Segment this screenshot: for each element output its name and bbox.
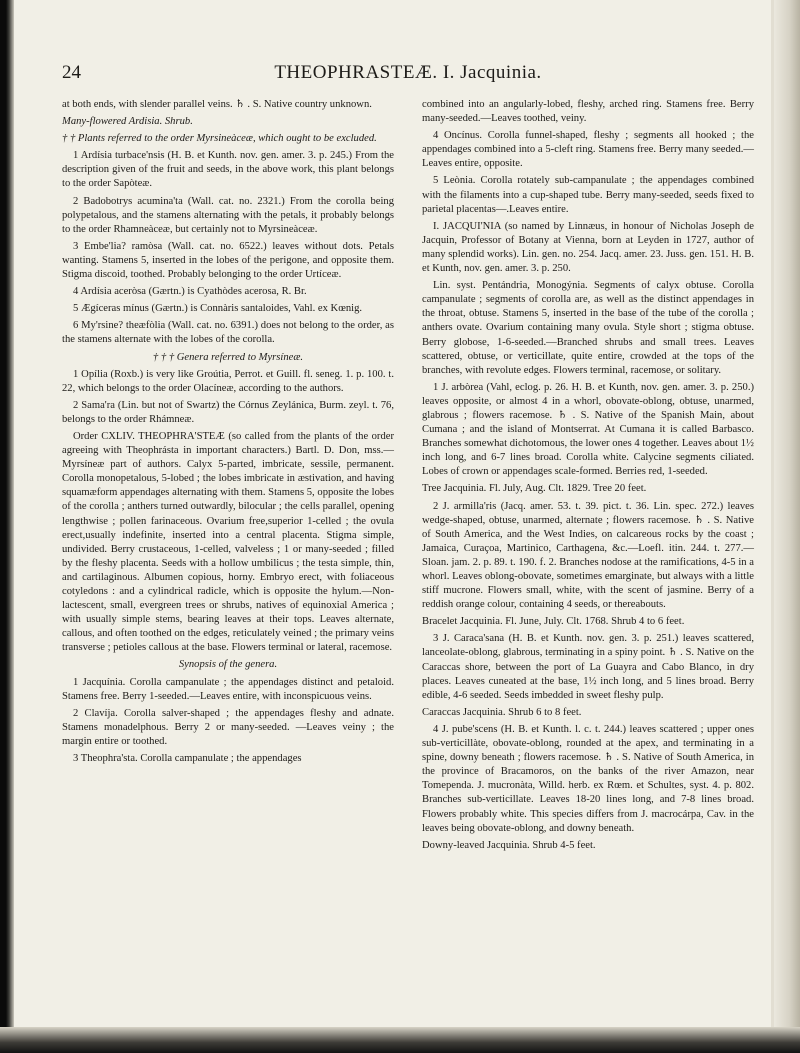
order-description: Order CXLIV. THEOPHRA'STEÆ (so called from the plants of the order agreeing with Theophrásta in important characters.) Bartl. D. Don, mss.—Myrsíneæ part of authors. Calyx 5-parted, imbricate, sessile, permanent. Corolla monopetalous, 5-lobed ; the lobes imbricate in æstivation, and having squamæform appendages alternating with them. Stamens 5, opposite the lobes of the corolla ; anthers turned outwardly, bilocular ; the cells parallel, opening lengthwise ; pollen farinaceous. Ovarium free,superior 1-celled ; the ovula erect,usually indefinite, inserted into a central placenta. Stigma simple, undivided. Berry crustaceous, 1-celled, valveless ; 1 or many-seeded ; filled by the fleshy placenta. Seeds with a hollow umbilicus ; the testa simple, thin, and cartilaginous. Albumen copious, horny. Embryo erect, with foliaceous cotyledons : and a cylindrical radicle, which is opposite the hylum.—Non-lactescent, small, evergreen trees or shrubs, natives of equinoxial America ; with usually simple stems, bearing leaves at their tops. Leaves alternate, callous, and often toothed on the edges, reticulately veined ; the primary veins transverse ; petioles callous at the base. Flowers terminal or lateral, racemose. [62, 430, 394, 654]
culture-note: Downy-leaved Jacquinia. Shrub 4-5 feet. [422, 839, 596, 851]
section-heading: † † Plants referred to the order Myrsineàceæ, which ought to be excluded. [62, 133, 377, 145]
left-column [62, 98, 394, 769]
entry: 1 Jacquínia. Corolla campanulate ; the appendages distinct and petaloid. Stamens free. Berry 1-seeded.—Leaves entire, with inconspicuous veins. [62, 676, 394, 702]
right-column [422, 98, 754, 856]
entry: 3 Theophra'sta. Corolla campanulate ; the appendages [73, 753, 302, 765]
entry: 5 Ægíceras mínus (Gærtn.) is Connàris santaloides, Vahl. ex Kœnig. [73, 303, 363, 315]
species-entry: 4 J. pube'scens (H. B. et Kunth. l. c. t. 244.) leaves scattered ; upper ones sub-verticillàte, obovate-oblong, rounded at the apex, and terminating in a spine, downy beneath ; flowers racemose. ♄ . S. Native of South America, in the province of Bracamoros, on the banks of the river Amazon, near Tomependa. J. mucronàta, Willd. herb. ex Rœm. et Schultes, syst. 4. p. 802. Branches sub-verticillate. Leaves 18-20 lines long, and 7-8 lines broad. Flowers probably white. This species differs from J. macrocárpa, Cav. in the leaves being obovate-oblong, and downy beneath. [422, 723, 754, 834]
page-header [62, 62, 754, 88]
continued-text: at both ends, with slender parallel veins. ♄ . S. Native country unknown. [62, 99, 372, 110]
section-heading: † † † Genera referred to Myrsíneæ. [152, 351, 304, 363]
page-stack-edge [774, 0, 800, 1053]
book-spine-shadow [0, 0, 14, 1053]
entry: 2 Badobotrys acumina'ta (Wall. cat. no. 2321.) From the corolla being polypetalous, and the stamens alternating with the petals, it probably belongs to the order Rhamneàceæ, but certainly not to Myrsineàceæ. [62, 195, 394, 235]
entry: 5 Leònia. Corolla rotately sub-campanulate ; the appendages combined with the filaments into a cup-shaped tube. Berry many-seeded, seeds fixed to parietal placentas—.Leaves entire. [422, 175, 754, 215]
species-entry: 3 J. Caraca'sana (H. B. et Kunth. nov. gen. 3. p. 251.) leaves scattered, lanceolate-oblong, glabrous, terminating in a spiny point. ♄ . S. Native on the Caraccas shore, between the port of La Guayra and Cabo Blanco, in dry places. Leaves cuneated at the base, 1½ inch long, and 5 lines broad. Berry edible, 4-6 seeded. Seeds imbedded in sweet fleshy pulp. [422, 633, 754, 701]
running-title: THEOPHRASTEÆ. I. Jacquinia. [274, 62, 542, 83]
species-entry: 2 J. armilla'ris (Jacq. amer. 53. t. 39. pict. t. 36. Lin. spec. 272.) leaves wedge-shaped, obtuse, unarmed, alternate ; flowers racemose. ♄ . S. Native of South America, and the West Indies, on calcareous rocks by the coast ; Jamaica, Curaçoa, Martinico, Carthagena, &c.—Loefl. itin. 244. t. 277.— Sloan. jam. 2. p. 89. t. 190. f. 2. Branches nodose at the ramifications, 4-5 in a whorl. Leaves oblong-obovate, sometimes emarginate, but always with a little stiff mucrone. Flowers small, white, with the scent of jasmine. Berry of a reddish orange colour, containing 4 seeds, or thereabouts. [422, 500, 754, 611]
common-name: Many-flowered Ardisia. Shrub. [62, 116, 193, 128]
culture-note: Caraccas Jacquinia. Shrub 6 to 8 feet. [422, 706, 582, 718]
species-entry: 1 J. arbòrea (Vahl, eclog. p. 26. H. B. et Kunth, nov. gen. amer. 3. p. 250.) leaves opposite, or almost 4 in a whorl, obovate-oblong, obtuse, unarmed, glabrous ; flowers racemose. ♄ . S. Native of the Spanish Main, about Cumana ; and the island of Montserrat. At Cumana it is called Barbasco. Branches somewhat dichotomous, the lower ones 4 together. Leaves about 1½ inch long, and 6-7 lines broad. Corolla white. Calycine segments ciliated. Lobes of crown or appendages scale-formed. Berries red, 1-seeded. [422, 381, 754, 478]
synopsis-heading: Synopsis of the genera. [178, 659, 278, 671]
entry: 6 My'rsine? theæfòlia (Wall. cat. no. 6391.) does not belong to the order, as the stamens alternate with the lobes of the corolla. [62, 320, 394, 346]
entry: 1 Ardísia turbace'nsis (H. B. et Kunth. nov. gen. amer. 3. p. 245.) From the description given of the fruit and seeds, in the above work, this plant belongs to the order Sapòteæ. [62, 150, 394, 190]
entry: 4 Oncínus. Corolla funnel-shaped, fleshy ; segments all hooked ; the appendages combined into a 5-cleft ring. Stamens free. Berry many seeded.—Leaves entire, opposite. [422, 130, 754, 170]
entry: 4 Ardísia aceròsa (Gærtn.) is Cyathòdes acerosa, R. Br. [73, 286, 307, 298]
culture-note: Tree Jacquinia. Fl. July, Aug. Clt. 1829. Tree 20 feet. [422, 483, 647, 495]
genus-description: I. JACQUI'NIA (so named by Linnæus, in honour of Nicholas Joseph de Jacquin, Professor of Botany at Vienna, born at Leyden in 1727, author of many splendid works). Lin. gen. no. 254. Jacq. amer. 23. Juss. gen. 151. H. B. et Kunth, nov. gen. amer. 3. p. 250. [422, 220, 754, 275]
scan-bottom-edge [0, 1027, 800, 1053]
continued-text: combined into an angularly-lobed, fleshy, arched ring. Stamens free. Berry many-seeded.—Leaves toothed, veiny. [422, 99, 754, 125]
entry: 2 Sama'ra (Lin. but not of Swartz) the Córnus Zeylánica, Burm. zeyl. t. 76, belongs to the order Rhámneæ. [62, 399, 394, 425]
entry: 2 Clavíja. Corolla salver-shaped ; the appendages fleshy and adnate. Stamens monadelphous. Berry 2 or many-seeded. —Leaves veiny ; the margin entire or toothed. [62, 707, 394, 747]
entry: 1 Opília (Roxb.) is very like Groútia, Perrot. et Guill. fl. seneg. 1. p. 100. t. 22, which belongs to the order Olacíneæ, according to the authors. [62, 368, 394, 394]
genus-characters: Lin. syst. Pentándria, Monogýnia. Segments of calyx obtuse. Corolla campanulate ; segments of corolla are, as well as the distinct appendages in the throat, obtuse. Stamens 5, inserted in the base of the tube of the corolla ; anthers ovate. Ovarium containing many ovula. Style short ; stigma obtuse. Berry globose, 1-6-seeded.—Branched shrubs and small trees. Leaves scattered, obtuse, or verticillate, quite entire, crowded at the tops of the branches, with revolute edges. Flowers terminal, racemose, or solitary. [422, 280, 754, 376]
entry: 3 Embe'lia? ramòsa (Wall. cat. no. 6522.) leaves without dots. Petals wanting. Stamens 5, inserted in the lobes of the perigone, and opposite them. Stigma discoid, toothed. Probably belonging to the order Urtíceæ. [62, 240, 394, 281]
culture-note: Bracelet Jacquinia. Fl. June, July. Clt. 1768. Shrub 4 to 6 feet. [422, 616, 685, 628]
page-number: 24 [62, 62, 81, 83]
